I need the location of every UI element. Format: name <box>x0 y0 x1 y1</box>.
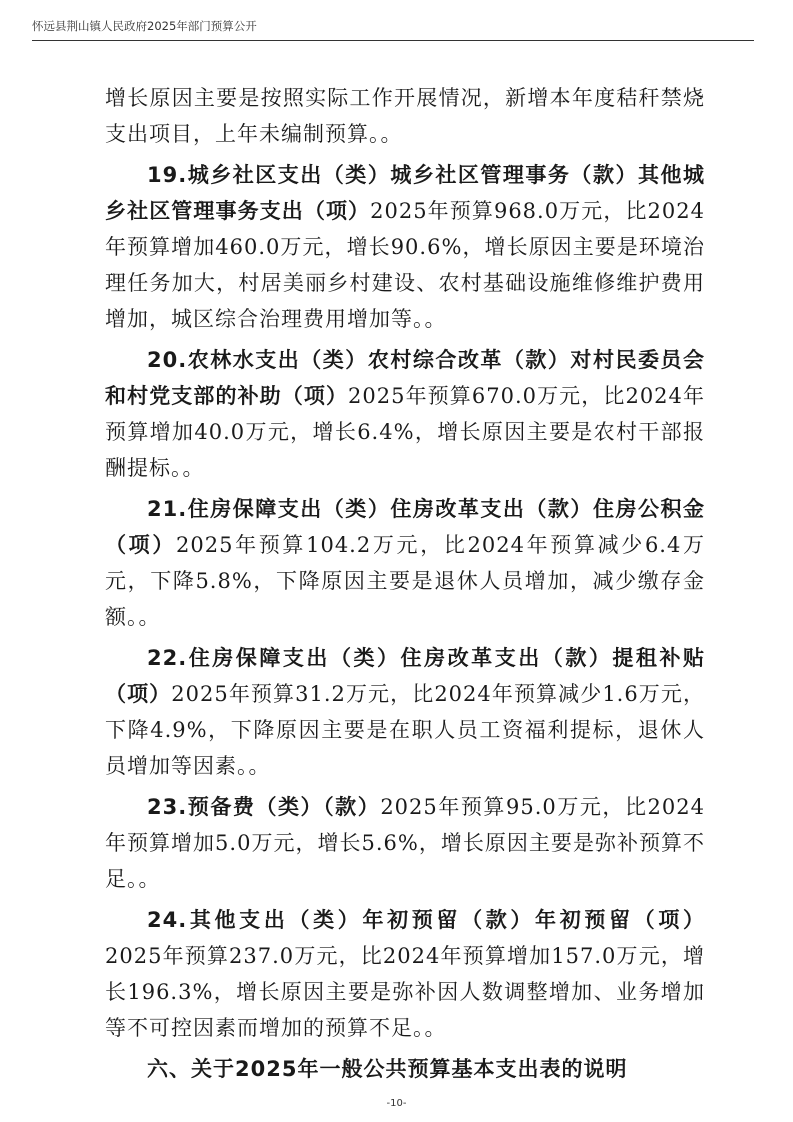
paragraph-item-22 <box>105 640 705 784</box>
paragraph-text: 2025年预算670.0万元，比2024年预算增加40.0万元，增长6.4%，增长原因主要是农村干部报酬提标。。 <box>105 384 705 480</box>
paragraph-item-23 <box>105 789 705 897</box>
paragraph-heading: 19.城乡社区支出（类）城乡社区管理事务（款）其他城乡社区管理事务支出（项） <box>105 163 705 223</box>
paragraph-item-20 <box>105 342 705 486</box>
paragraph-item-19 <box>105 157 705 337</box>
paragraph-text: 2025年预算95.0万元，比2024年预算增加5.0万元，增长5.6%，增长原因主要是弥补预算不足。。 <box>105 795 705 891</box>
paragraph-text: 2025年预算31.2万元，比2024年预算减少1.6万元，下降4.9%，下降原因主要是在职人员工资福利提标，退休人员增加等因素。。 <box>105 682 705 778</box>
paragraph-heading: 23.预备费（类）（款） <box>147 795 381 819</box>
paragraph-heading: 20.农林水支出（类）农村综合改革（款）对村民委员会和村党支部的补助（项） <box>105 348 705 408</box>
paragraph-text: 2025年预算104.2万元，比2024年预算减少6.4万元，下降5.8%，下降原因主要是退休人员增加，减少缴存金额。。 <box>105 533 706 629</box>
paragraph-heading: 24.其他支出（类）年初预留（款）年初预留（项） <box>147 908 705 932</box>
document-title: 怀远县荆山镇人民政府2025年部门预算公开 <box>32 19 257 33</box>
paragraph-heading: 22.住房保障支出（类）住房改革支出（款）提租补贴（项） <box>105 646 705 706</box>
paragraph-text: 2025年预算968.0万元，比2024年预算增加460.0万元，增长90.6%，增长原因主要是环境治理任务加大，村居美丽乡村建设、农村基础设施维修维护费用增加，城区综合治理费用增加等。。 <box>105 199 705 331</box>
paragraph-item-24 <box>105 902 705 1046</box>
paragraph-text: 2025年预算237.0万元，比2024年预算增加157.0万元，增长196.3%，增长原因主要是弥补因人数调整增加、业务增加等不可控因素而增加的预算不足。。 <box>105 944 705 1040</box>
paragraph-text: 增长原因主要是按照实际工作开展情况，新增本年度秸秆禁烧支出项目，上年未编制预算。。 <box>105 86 705 146</box>
paragraph-continuation <box>105 80 705 152</box>
body-text <box>105 80 705 1087</box>
section-heading: 六、关于2025年一般公共预算基本支出表的说明 <box>147 1057 628 1081</box>
paragraph-item-21 <box>105 491 705 635</box>
page-number: -10- <box>386 1098 407 1109</box>
page-header <box>32 19 754 41</box>
paragraph-heading: 21.住房保障支出（类）住房改革支出（款）住房公积金（项） <box>105 497 705 557</box>
